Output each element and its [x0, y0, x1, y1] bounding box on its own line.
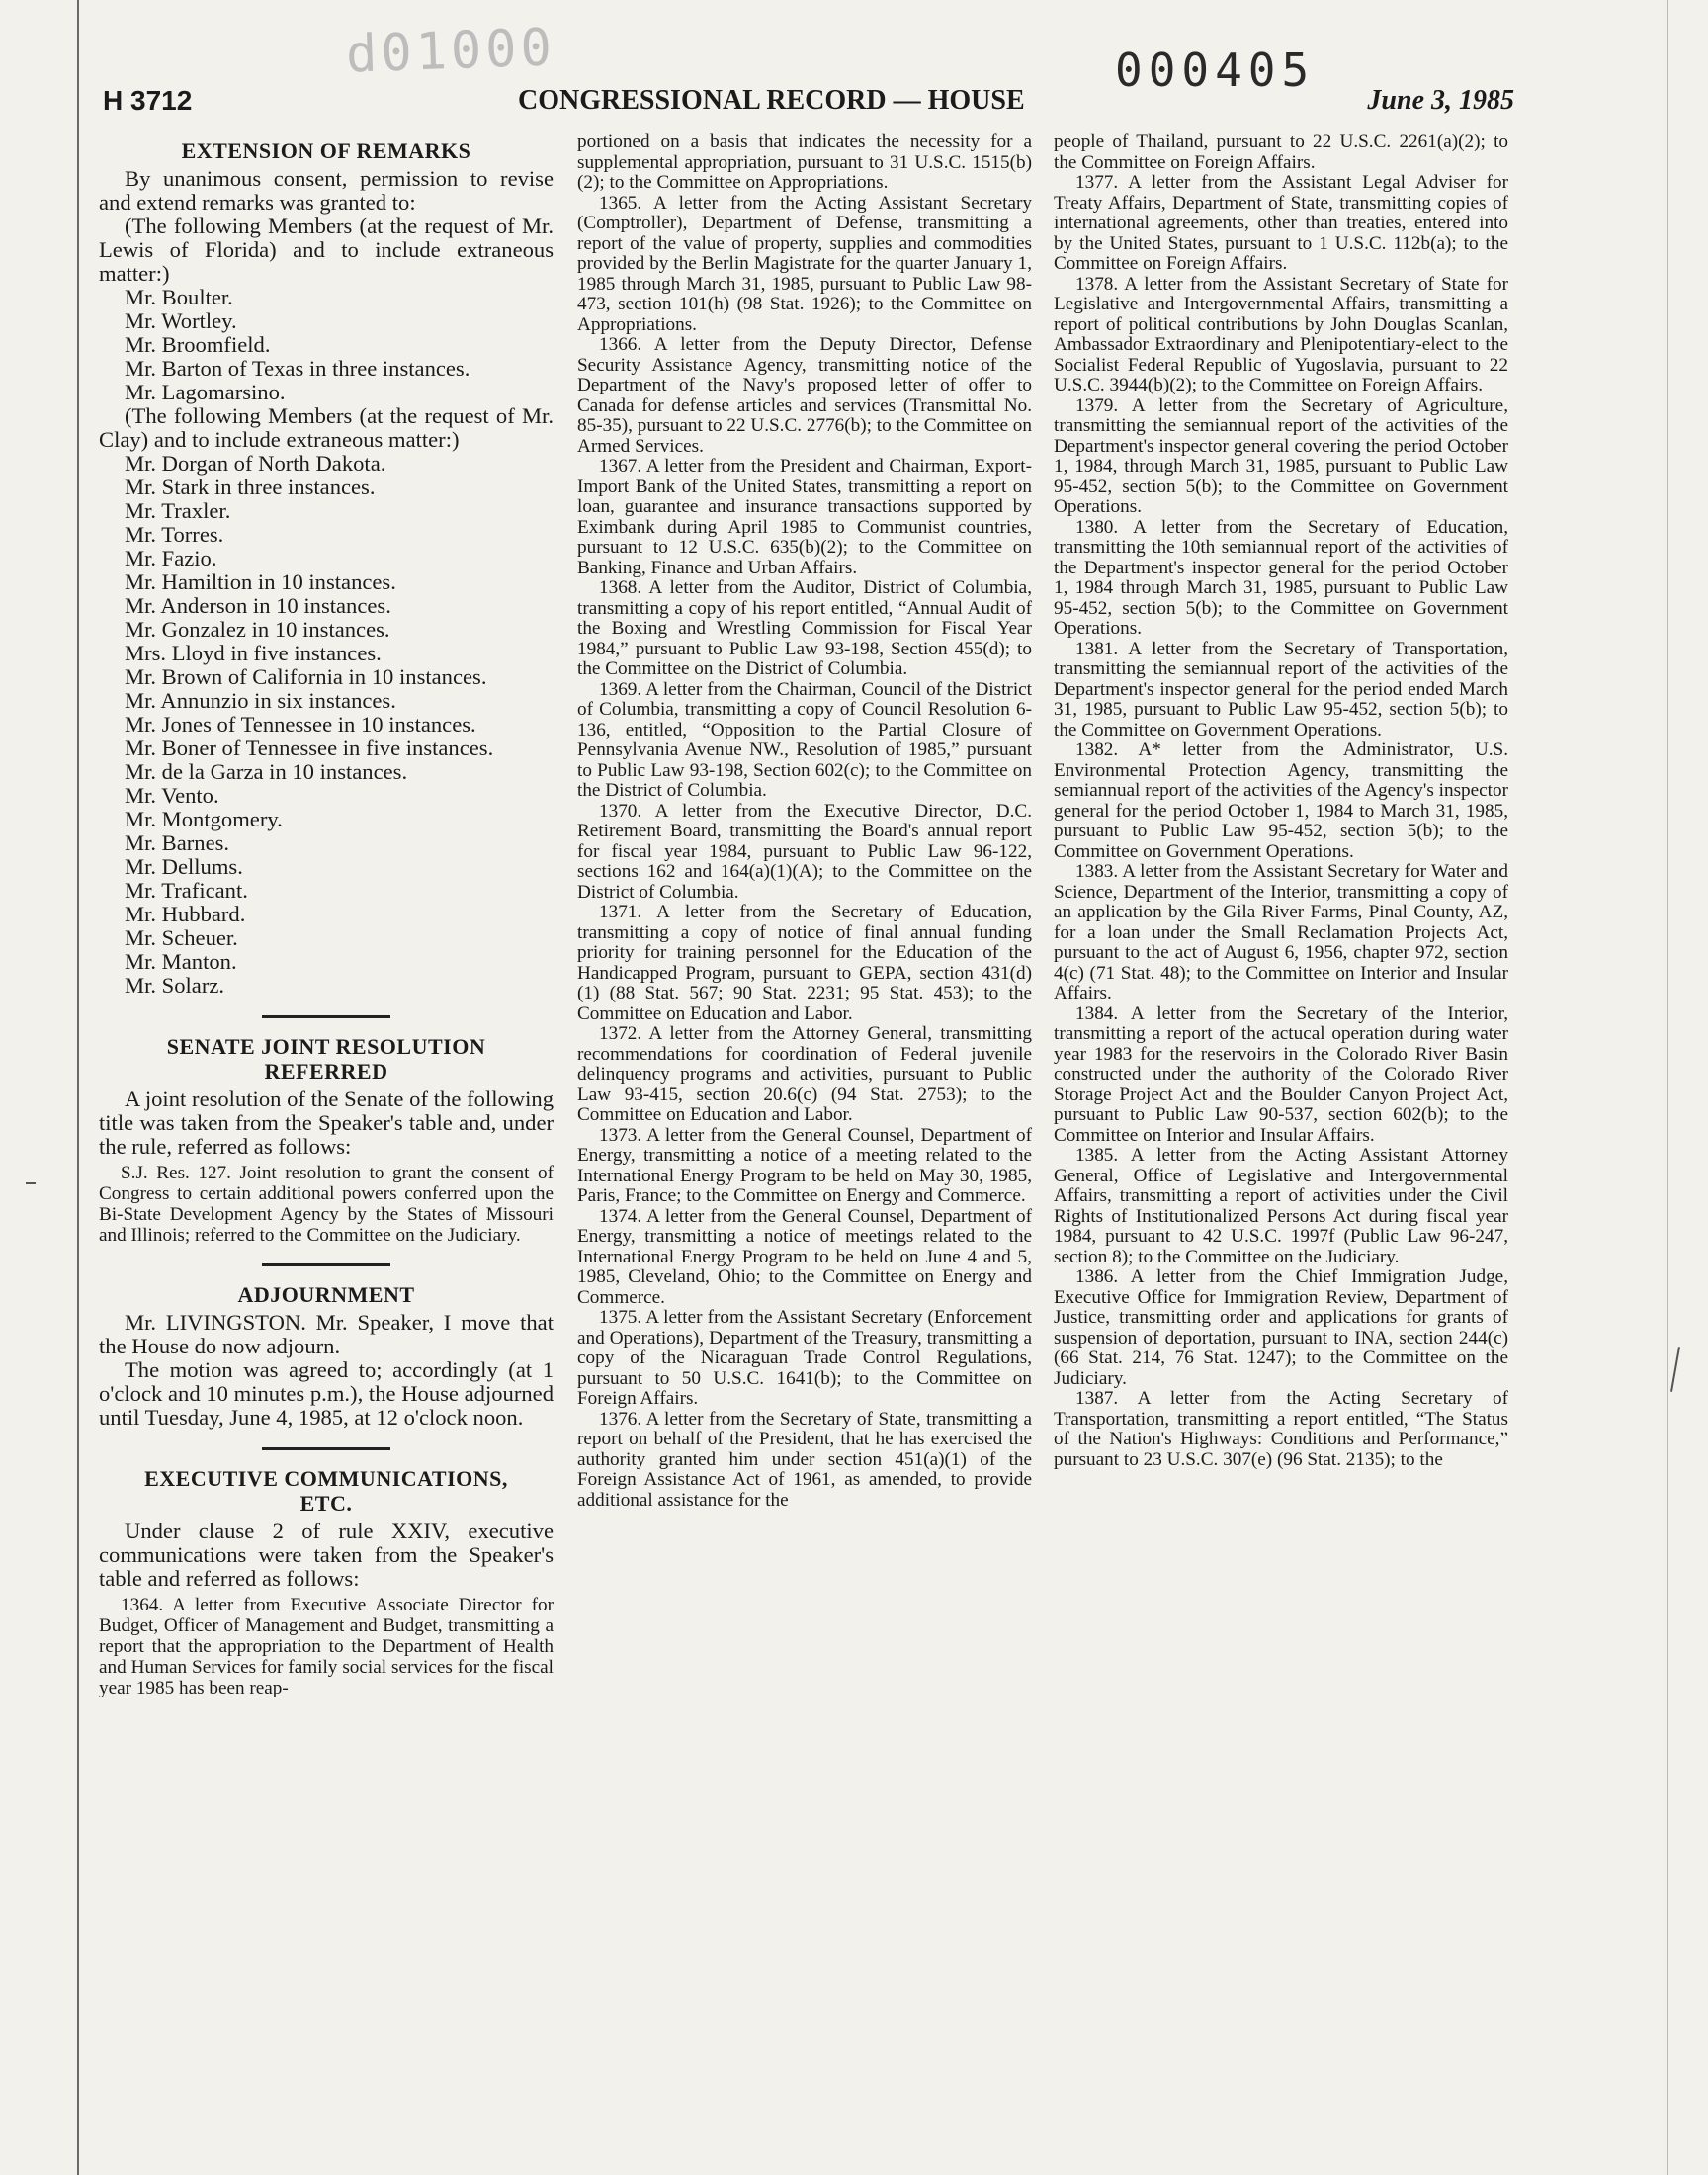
communication-item: 1368. A letter from the Auditor, District of Columbia, transmitting a copy of his report entitled, “Annual Audit of the Boxing and Wrestling Commission for Fiscal Year 1984,” pursuant to Public Law 93-198, Section 455(d); to the Committee on the District of Columbia. — [577, 577, 1032, 679]
member-entry: Mr. Hamiltion in 10 instances. — [125, 569, 396, 594]
communication-item: 1367. A letter from the President and Chairman, Export-Import Bank of the United States, transmitting a report on loan, guarantee and insurance transactions supported by Eximbank during April 1985 to Communist countries, pursuant to 12 U.S.C. 635(b)(2); to the Committee on Banking, Finance and Urban Affairs. — [577, 456, 1032, 578]
member-entry: Mr. Traficant. — [125, 878, 248, 903]
member-entry: Mr. Stark in three instances. — [125, 475, 376, 499]
member-entry: Mr. Torres. — [125, 522, 224, 547]
member-entry: Mr. Solarz. — [125, 973, 225, 998]
communication-item: 1380. A letter from the Secretary of Education, transmitting the 10th semiannual report of the activities of the Department's inspector general for the period October 1, 1984 through March 31, 1985, pursuant to Public Law 95-452, section 5(b); to the Committee on Government Operations. — [1054, 516, 1508, 639]
communication-item: 1372. A letter from the Attorney General, transmitting recommendations for coordination of Federal juvenile delinquency programs and activities, pursuant to Public Law 93-415, section 20.6(c) (94 Stat. 2753); to the Committee on Education and Labor. — [577, 1023, 1032, 1125]
communication-item: 1369. A letter from the Chairman, Council of the District of Columbia, transmitting a copy of Council Resolution 6-136, entitled, “Opposition to the Partial Closure of Pennsylvania Avenue NW., Resolution of 1985,” pursuant to Public Law 93-198, Section 602(c); to the Committee on the District of Columbia. — [577, 678, 1032, 801]
group1-intro: (The following Members (at the request of Mr. Lewis of Florida) and to include extraneous matter:) — [99, 214, 554, 286]
member-entry: Mr. Barnes. — [125, 830, 230, 855]
margin-mark — [26, 1182, 36, 1184]
section-heading-adjournment: ADJOURNMENT — [237, 1282, 415, 1307]
member-entry: Mr. Manton. — [125, 949, 237, 974]
section-heading-executive: EXECUTIVE COMMUNICATIONS, ETC. — [144, 1466, 508, 1516]
column-middle — [577, 132, 1032, 1511]
member-entry: Mr. Jones of Tennessee in 10 instances. — [125, 712, 476, 737]
member-entry: Mr. Lagomarsino. — [125, 380, 286, 404]
communication-continuation: people of Thailand, pursuant to 22 U.S.C. 2261(a)(2); to the Committee on Foreign Affairs. — [1054, 131, 1508, 173]
executive-intro: Under clause 2 of rule XXIV, executive communications were taken from the Speaker's table and referred as follows: — [99, 1519, 554, 1591]
member-entry: Mr. Boner of Tennessee in five instances. — [125, 736, 494, 760]
margin-mark — [1670, 1347, 1680, 1392]
member-entry: Mr. Montgomery. — [125, 807, 283, 831]
member-entry: Mr. Broomfield. — [125, 332, 271, 357]
extension-intro: By unanimous consent, permission to revise and extend remarks was granted to: — [99, 166, 554, 215]
member-entry: Mr. Barton of Texas in three instances. — [125, 356, 470, 381]
communication-continuation: portioned on a basis that indicates the necessity for a supplemental appropriation, pursuant to 31 U.S.C. 1515(b)(2); to the Committee on Appropriations. — [577, 131, 1032, 193]
adjournment-motion: Mr. LIVINGSTON. Mr. Speaker, I move that the House do now adjourn. — [99, 1310, 554, 1358]
publication-title: CONGRESSIONAL RECORD — HOUSE — [518, 85, 1025, 116]
issue-date: June 3, 1985 — [1367, 85, 1514, 116]
communication-item: 1364. A letter from Executive Associate Director for Budget, Officer of Management and Budget, transmitting a report that the appropriation to the Department of Health and Human Services for family social services for the fiscal year 1985 has been reap- — [99, 1595, 554, 1698]
communication-item: 1387. A letter from the Acting Secretary of Transportation, transmitting a report entitled, “The Status of the Nation's Highways: Conditions and Performance,” pursuant to 23 U.S.C. 307(e) (96 Stat. 2135); to the — [1054, 1388, 1508, 1470]
adjournment-result: The motion was agreed to; accordingly (at 1 o'clock and 10 minutes p.m.), the House adjourned until Tuesday, June 4, 1985, at 12 o'clock noon. — [99, 1357, 554, 1430]
section-divider — [262, 1015, 390, 1018]
member-entry: Mr. Gonzalez in 10 instances. — [125, 617, 390, 642]
member-entry: Mr. Traxler. — [125, 498, 231, 523]
communication-item: 1381. A letter from the Secretary of Transportation, transmitting the semiannual report of the activities of the Department's inspector general for the period ended March 31, 1985, pursuant to Public Law 95-452, section 5(b); to the Committee on Government Operations. — [1054, 638, 1508, 740]
stamp-number: 000405 — [1115, 44, 1316, 97]
section-divider — [262, 1263, 390, 1266]
member-entry: Mr. Brown of California in 10 instances. — [125, 664, 487, 689]
page-number: H 3712 — [103, 85, 193, 116]
sjr-text: S.J. Res. 127. Joint resolution to grant the consent of Congress to certain additional powers conferred upon the Bi-State Development Agency by the States of Missouri and Illinois; referred to the Committee on the Judiciary. — [99, 1163, 554, 1246]
page-binding-edge — [77, 0, 79, 2175]
member-entry: Mr. Scheuer. — [125, 925, 238, 950]
page-header — [103, 85, 1514, 127]
communication-item: 1365. A letter from the Acting Assistant Secretary (Comptroller), Department of Defense, transmitting a report of the value of property, supplies and commodities provided by the Berlin Magistrate for the quarter January 1, 1985 through March 31, 1985, pursuant to Public Law 98-473, section 101(h) (98 Stat. 1926); to the Committee on Appropriations. — [577, 192, 1032, 335]
column-left — [99, 132, 554, 1698]
section-heading-sjr: SENATE JOINT RESOLUTION REFERRED — [166, 1034, 486, 1084]
communication-item: 1374. A letter from the General Counsel, Department of Energy, transmitting a notice of meetings related to the International Energy Program to be held on June 4 and 5, 1985, Cleveland, Ohio; to the Committee on Energy and Commerce. — [577, 1205, 1032, 1308]
section-divider — [262, 1447, 390, 1450]
communication-item: 1375. A letter from the Assistant Secretary (Enforcement and Operations), Department of the Treasury, transmitting a copy of the Nicaraguan Trade Control Regulations, pursuant to 50 U.S.C. 1641(b); to the Committee on Foreign Affairs. — [577, 1307, 1032, 1409]
member-entry: Mr. Vento. — [125, 783, 219, 808]
member-entry: Mr. Hubbard. — [125, 902, 246, 926]
page-right-edge — [1667, 0, 1668, 2175]
communication-item: 1385. A letter from the Acting Assistant Attorney General, Office of Legislative and Intergovernmental Affairs, transmitting a report of activities under the Civil Rights of Institutionalized Persons Act during fiscal year 1984, pursuant to 42 U.S.C. 1997f (Public Law 96-247, section 8); to the Committee on the Judiciary. — [1054, 1145, 1508, 1267]
member-entry: Mr. de la Garza in 10 instances. — [125, 759, 408, 784]
communication-item: 1378. A letter from the Assistant Secretary of State for Legislative and Intergovernmental Affairs, transmitting a report of political contributions by John Douglas Scanlan, Ambassador Extraordinary and Plenipotentiary-elect to the Socialist Federal Republic of Yugoslavia, pursuant to 22 U.S.C. 3944(b)(2); to the Committee on Foreign Affairs. — [1054, 273, 1508, 395]
communication-item: 1376. A letter from the Secretary of State, transmitting a report on behalf of the President, that he has exercised the authority granted him under section 451(a)(1) of the Foreign Assistance Act of 1961, as amended, to provide additional assistance for the — [577, 1408, 1032, 1511]
communication-item: 1384. A letter from the Secretary of the Interior, transmitting a report of the actucal operation during water year 1983 for the reservoirs in the Colorado River Basin constructed under the authority of the Colorado River Storage Project Act and the Boulder Canyon Project Act, pursuant to Public Law 90-537, section 602(b); to the Committee on Interior and Insular Affairs. — [1054, 1002, 1508, 1146]
faint-stamp-number: d01000 — [345, 18, 556, 85]
column-right — [1054, 132, 1508, 1470]
member-entry: Mr. Wortley. — [125, 308, 237, 333]
section-heading-extension: EXTENSION OF REMARKS — [181, 138, 471, 163]
communication-item: 1383. A letter from the Assistant Secretary for Water and Science, Department of the Interior, transmitting a copy of an application by the Gila River Farms, Pinal County, AZ, for a loan under the Small Reclamation Projects Act, pursuant to the act of August 6, 1956, chapter 972, section 4(c) (71 Stat. 48); to the Committee on Interior and Insular Affairs. — [1054, 861, 1508, 1003]
communication-item: 1371. A letter from the Secretary of Education, transmitting a copy of notice of final annual funding priority for training personnel for the Education of the Handicapped Program, pursuant to GEPA, section 431(d)(1) (88 Stat. 567; 90 Stat. 2231; 95 Stat. 453); to the Committee on Education and Labor. — [577, 902, 1032, 1024]
member-entry: Mr. Boulter. — [125, 285, 233, 309]
communication-item: 1373. A letter from the General Counsel, Department of Energy, transmitting a notice of a meeting related to the International Energy Program to be held on May 30, 1985, Paris, France; to the Committee on Energy and Commerce. — [577, 1124, 1032, 1206]
communication-item: 1370. A letter from the Executive Director, D.C. Retirement Board, transmitting the Board's annual report for fiscal year 1984, pursuant to Public Law 96-122, sections 162 and 164(a)(1)(A); to the Committee on the District of Columbia. — [577, 800, 1032, 903]
group2-intro: (The following Members (at the request of Mr. Clay) and to include extraneous matter:) — [99, 403, 554, 452]
member-entry: Mr. Dorgan of North Dakota. — [125, 451, 386, 476]
communication-item: 1382. A* letter from the Administrator, U.S. Environmental Protection Agency, transmitting the semiannual report of the activities of the Agency's inspector general for the period October 1, 1984 to March 31, 1985, pursuant to Public Law 95-452, section 5(b); to the Committee on Government Operations. — [1054, 740, 1508, 862]
member-entry: Mrs. Lloyd in five instances. — [125, 641, 382, 665]
member-entry: Mr. Fazio. — [125, 546, 217, 570]
communication-item: 1379. A letter from the Secretary of Agriculture, transmitting the semiannual report of the activities of the Department's inspector general covering the period October 1, 1984, through March 31, 1985, pursuant to Public Law 95-452, section 5(b); to the Committee on Government Operations. — [1054, 394, 1508, 517]
member-entry: Mr. Anderson in 10 instances. — [125, 593, 391, 618]
sjr-intro: A joint resolution of the Senate of the following title was taken from the Speaker's table and, under the rule, referred as follows: — [99, 1087, 554, 1159]
communication-item: 1377. A letter from the Assistant Legal Adviser for Treaty Affairs, Department of State, transmitting copies of international agreements, other than treaties, entered into by the United States, pursuant to 1 U.S.C. 112b(a); to the Committee on Foreign Affairs. — [1054, 172, 1508, 274]
member-entry: Mr. Annunzio in six instances. — [125, 688, 396, 713]
communication-item: 1366. A letter from the Deputy Director, Defense Security Assistance Agency, transmitting notice of the Department of the Navy's proposed letter of offer to Canada for defense articles and services (Transmittal No. 85-35), pursuant to 22 U.S.C. 2776(b); to the Committee on Armed Services. — [577, 334, 1032, 457]
communication-item: 1386. A letter from the Chief Immigration Judge, Executive Office for Immigration Review, Department of Justice, transmitting order and applications for grants of suspension of deportation, pursuant to INA, section 244(c) (66 Stat. 214, 76 Stat. 1247); to the Committee on the Judiciary. — [1054, 1266, 1508, 1389]
member-entry: Mr. Dellums. — [125, 854, 243, 879]
